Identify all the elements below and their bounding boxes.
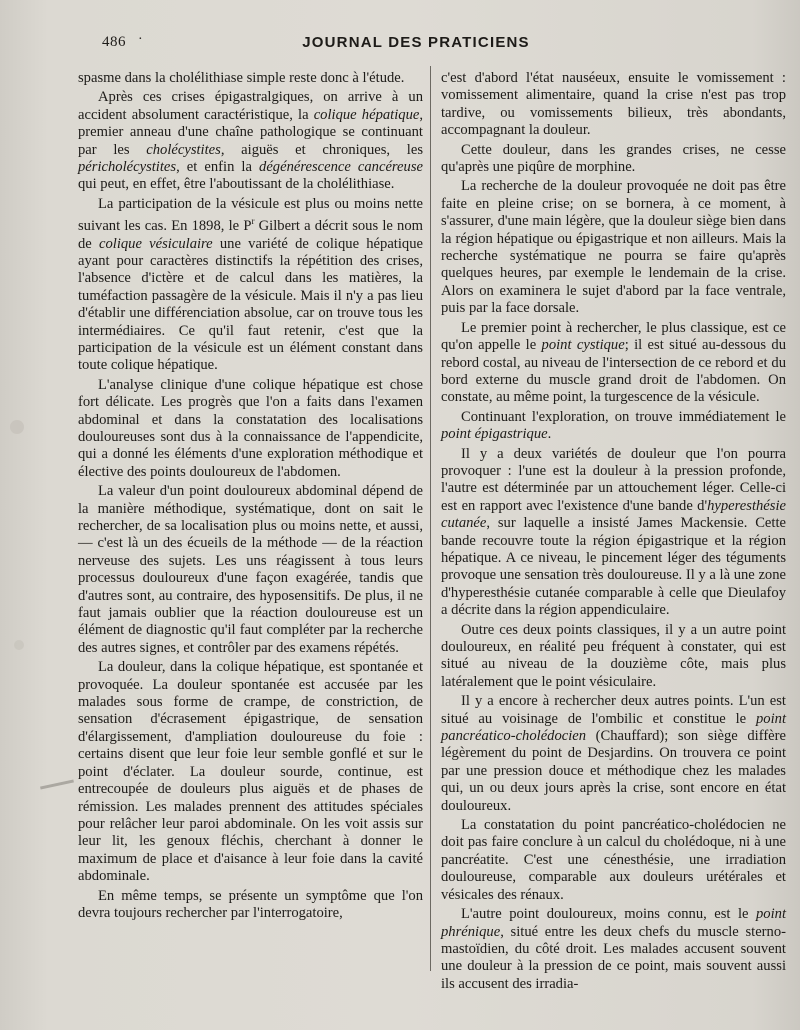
header-separator: · [138,32,143,47]
left-column [78,70,423,924]
italic-term: péricholécystites [78,159,177,176]
italic-term: hyperesthésie cutanée [441,497,786,532]
paragraph: Cette douleur, dans les grandes crises, ne cesse qu'après une piqûre de morphine. [441,141,786,176]
column-divider [430,66,431,971]
italic-term: colique hépatique [313,106,420,123]
paragraph: Après ces crises épigastralgiques, on arrive à un accident absolument caractéristique, la colique hépatique, premier anneau d'une chaîne pathologique se continuant par les cholécystites, aiguës et chroniques, les péricholécystites, et enfin la dégénérescence cancéreuse qui peut, en effet, être l'aboutissant de la cholélithiase. [78,89,423,193]
page-number: 486 [102,34,126,50]
paper-stain [14,640,24,650]
paper-stain [10,420,24,434]
paragraph: spasme dans la cholélithiase simple reste donc à l'étude. [78,70,405,86]
paragraph: c'est d'abord l'état nauséeux, ensuite le vomissement : vomissement alimentaire, quand la crise n'est pas trop tardive, ou vomissements bilieux, très abondants, accompagnant la douleur. [441,70,786,139]
italic-term: point cystique [541,337,625,354]
paragraph: La valeur d'un point douloureux abdominal dépend de la manière méthodique, systématique, dont on sait le rechercher, de sa localisation plus ou moins nette, et aussi, — c'est là un des écueils de la méthode — de la réaction nerveuse des sujets. Les uns réagissent à tous leurs processus douloureux d'une façon exagérée, tandis que d'autres sont, au contraire, des hyposensitifs. De plus, il ne faut jamais oublier que la réaction douloureuse est un élément de diagnostic qu'il faut compléter par la recherche des autres signes, et contrôler par des examens répétés. [78,483,423,656]
italic-term: dégénérescence cancéreuse [259,159,423,176]
italic-term: point pancréatico-cholédocien [441,710,786,745]
ink-mark [40,779,74,789]
italic-term: point phrénique [441,906,786,940]
italic-term: cholécystites [146,141,221,158]
italic-term: colique vésiculaire [99,235,213,252]
paragraph: L'autre point douloureux, moins connu, est le point phrénique, situé entre les deux chefs du muscle sterno-mastoïdien, du côté droit. Les malades accusent souvent une douleur à la pression de ce point, mais souvent aussi ils accusent des irradia- [441,906,786,992]
paragraph: La douleur, dans la colique hépatique, est spontanée et provoquée. La douleur spontanée est accusée par les malades sous forme de crampe, de constriction, de sensation d'écrasement épigastrique, de sensation d'élargissement, d'ampliation douloureuse du foie : certains disent que leur foie leur semble gonflé et sur le point d'éclater. La douleur sourde, continue, est entrecoupée de douleurs plus aiguës et de phases de rémission. Les malades prennent des attitudes spéciales pour relâcher leur paroi abdominale. On les voit assis sur leur lit, les genoux fléchis, cherchant à donner le maximum de place et d'aisance à leur foie dans la cavité abdominale. [78,659,423,885]
superscript: r [251,216,255,227]
paragraph: La participation de la vésicule est plus ou moins nette suivant les cas. En 1898, le $P^r$ Gilbert a décrit sous le nom de colique vésiculaire une variété de colique hépatique ayant pour caractères distinctifs la répétition des crises, l'absence d'ictère et de calcul dans les matières, la tuméfaction passagère de la vésicule. Mais il n'y a pas lieu d'établir une différenciation absolue, car on trouve tous les intermédiaires. Ce qu'il faut retenir, c'est que la participation de la vésicule est un élément constant dans toute colique hépatique. [78,195,423,374]
paragraph: L'analyse clinique d'une colique hépatique est chose fort délicate. Les progrès que l'on a faits dans l'examen abdominal et dans la constatation des localisations douloureuses sont dus à la connaissance de l'appendicite, qui a donné les éléments d'une exploration méthodique et élective des points douloureux de l'abdomen. [78,376,423,480]
paragraph: Il y a deux variétés de douleur que l'on pourra provoquer : l'une est la douleur à la pression profonde, l'autre est déterminée par un attouchement léger. Celle-ci est en rapport avec l'existence d'une bande d'hyperesthésie cutanée, sur laquelle a insisté James Mackensie. Cette bande recouvre toute la région épigastrique et la région hépatique. A ce niveau, le pincement léger des téguments provoque une sensation très douloureuse. Il y a là une zone d'hyperesthésie cutanée comparable à celle que Dieulafoy a décrite dans la région appendiculaire. [441,445,786,619]
journal-title: JOURNAL DES PRATICIENS [302,34,530,51]
paragraph: La recherche de la douleur provoquée ne doit pas être faite en pleine crise; on se bornera, à ce moment, à s'assurer, d'une main légère, que la douleur siège bien dans la région hépatique ou épigastrique et non ailleurs. Mais la recherche systématique ne pourra se faire qu'après quelques heures, par exemple le lendemain de la crise. Alors on examinera le sujet d'abord par la face ventrale, puis par la face dorsale. [441,178,786,317]
paragraph: Il y a encore à rechercher deux autres points. L'un est situé au voisinage de l'ombilic et constitue le point pancréatico-cholédocien (Chauffard); son siège diffère légèrement du point de Desjardins. On trouvera ce point par une pression douce et méthodique chez les malades qui, un ou deux jours après la crise, sont encore en état douloureux. [441,693,786,814]
page-header [92,30,740,56]
paragraph: Le premier point à rechercher, le plus classique, est ce qu'on appelle le point cystique; il est situé au-dessous du rebord costal, au niveau de l'intersection de ce rebord et du bord externe du muscle grand droit de l'abdomen. On constate, au même point, la turgescence de la vésicule. [441,319,786,406]
paragraph: La constatation du point pancréatico-cholédocien ne doit pas faire conclure à un calcul du cholédoque, ni à une pancréatite. C'est une cénesthésie, une irradiation douloureuse, comparable aux douleurs urétérales et vésicales des rénaux. [441,817,786,903]
paragraph: Continuant l'exploration, on trouve immédiatement le point épigastrique. [441,408,786,443]
paragraph: Outre ces deux points classiques, il y a un autre point douloureux, en réalité peu fréquent à constater, qui est situé au niveau de la douzième côte, mais plus latéralement que le point vésiculaire. [441,621,786,690]
italic-term: point épigastrique [441,426,548,443]
right-column [441,70,786,995]
paragraph: En même temps, se présente un symptôme que l'on devra toujours rechercher par l'interrogatoire, [78,887,423,921]
